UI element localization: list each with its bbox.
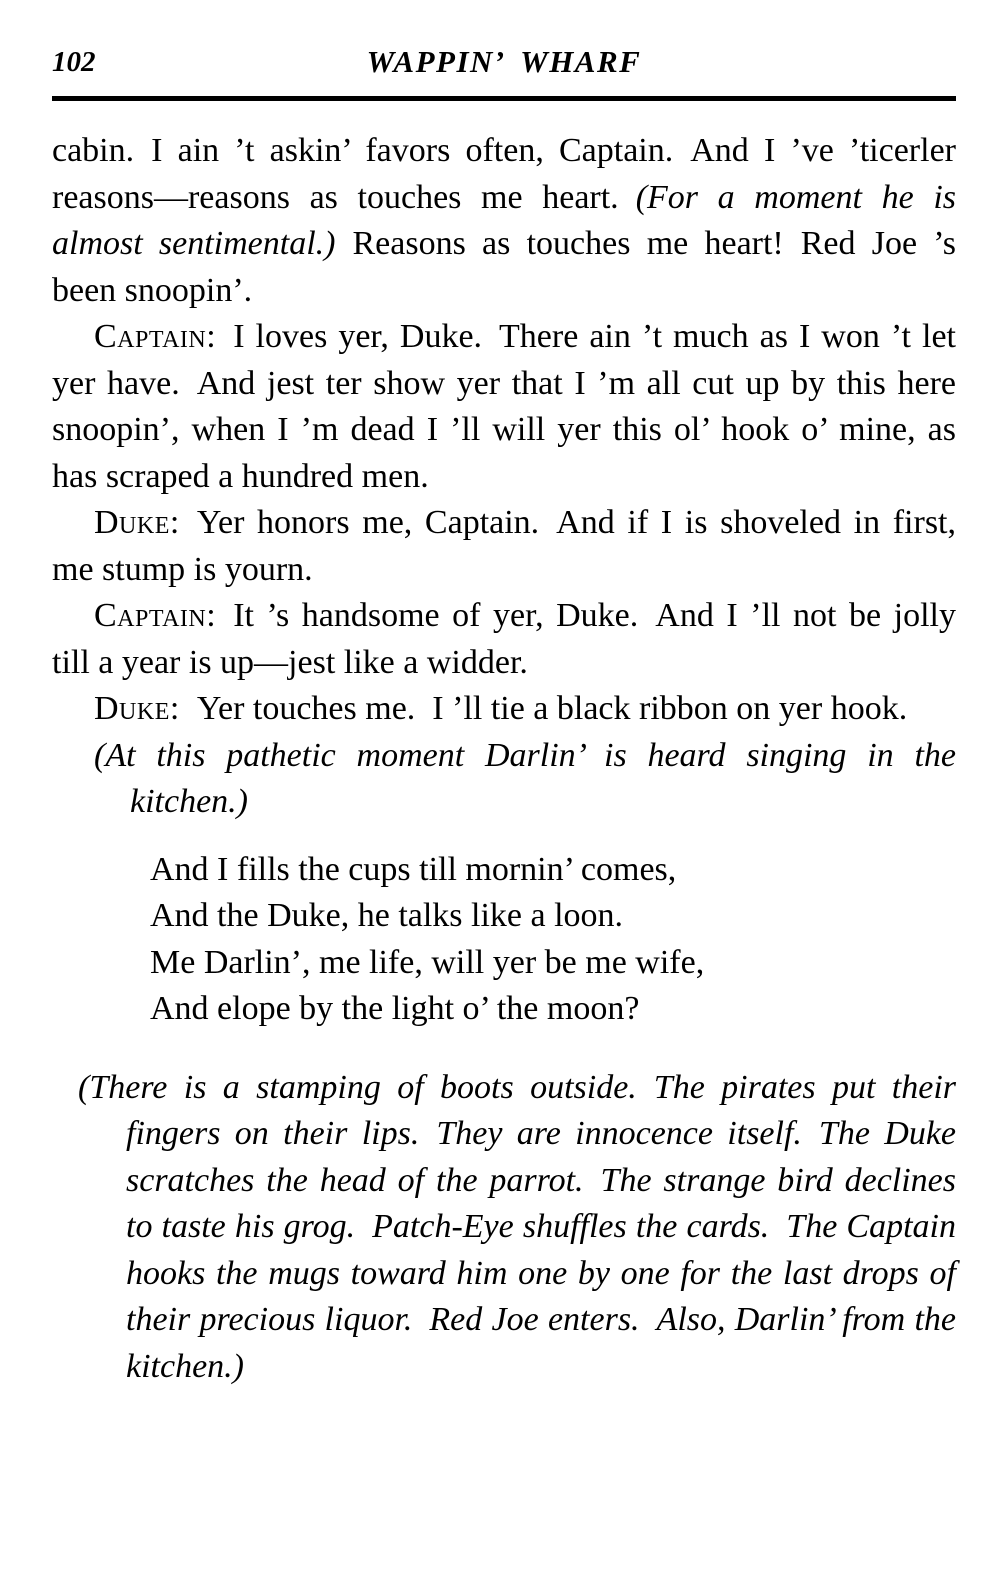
- dialogue-text: I loves yer, Duke. There ain ’t much as I won ’t let yer have. And jest ter show yer that I ’m all cut up by this here snoopin’, when I ’m dead I ’ll will yer this ol’ hook o’ mine, as has scraped a hundred men.: [52, 318, 956, 495]
- speaker-label: Duke:: [94, 504, 180, 541]
- dialogue-paragraph-duke: [52, 686, 956, 733]
- stage-direction: (There is a stamping of boots outside. The pirates put their fingers on their lips. They are innocence itself. The Duke scratches the head of the parrot. The strange bird declines to taste his grog. Patch-Eye shuffles the cards. The Captain hooks the mugs toward him one by one for the last drops of their precious liquor. Red Joe enters. Also, Darlin’ from the kitchen.): [78, 1068, 956, 1385]
- dialogue-text: Yer honors me, Captain. And if I is shoveled in first, me stump is yourn.: [52, 504, 956, 588]
- dialogue-paragraph-captain: [52, 314, 956, 500]
- speaker-label: Captain:: [94, 318, 217, 355]
- page-number: 102: [52, 46, 96, 78]
- speaker-label: Duke:: [94, 690, 180, 727]
- dialogue-text: Reasons as touches me heart! Red Joe ’s been snoopin’.: [52, 225, 956, 309]
- dialogue-text: cabin. I ain ’t askin’ favors often, Captain. And I ’ve ’ticerler reasons—reasons as touches me heart.: [52, 132, 956, 216]
- dialogue-paragraph-duke: [52, 500, 956, 593]
- play-text: [52, 128, 956, 1390]
- running-title: WAPPIN’ WHARF: [366, 44, 642, 79]
- dialogue-text: Yer touches me. I ’ll tie a black ribbon on yer hook.: [179, 690, 908, 727]
- verse-line: And I fills the cups till mornin’ comes,: [150, 850, 677, 888]
- dialogue-text: It ’s handsome of yer, Duke. And I ’ll not be jolly till a year is up—jest like a widder.: [52, 597, 956, 681]
- dialogue-paragraph-continuation: [52, 128, 956, 314]
- inline-stage-direction: (For a moment he is almost sentimental.): [52, 178, 956, 262]
- page-header: [52, 42, 956, 82]
- dialogue-paragraph-captain: [52, 593, 956, 686]
- stage-direction: (At this pathetic moment Darlin’ is heard singing in the kitchen.): [94, 736, 956, 820]
- verse-line: And the Duke, he talks like a loon.: [150, 897, 624, 934]
- verse-line: And elope by the light o’ the moon?: [150, 990, 640, 1027]
- header-rule: [52, 96, 956, 101]
- verse-line: Me Darlin’, me life, will yer be me wife,: [150, 943, 705, 981]
- speaker-label: Captain:: [94, 597, 217, 634]
- song-verse: [150, 847, 956, 1033]
